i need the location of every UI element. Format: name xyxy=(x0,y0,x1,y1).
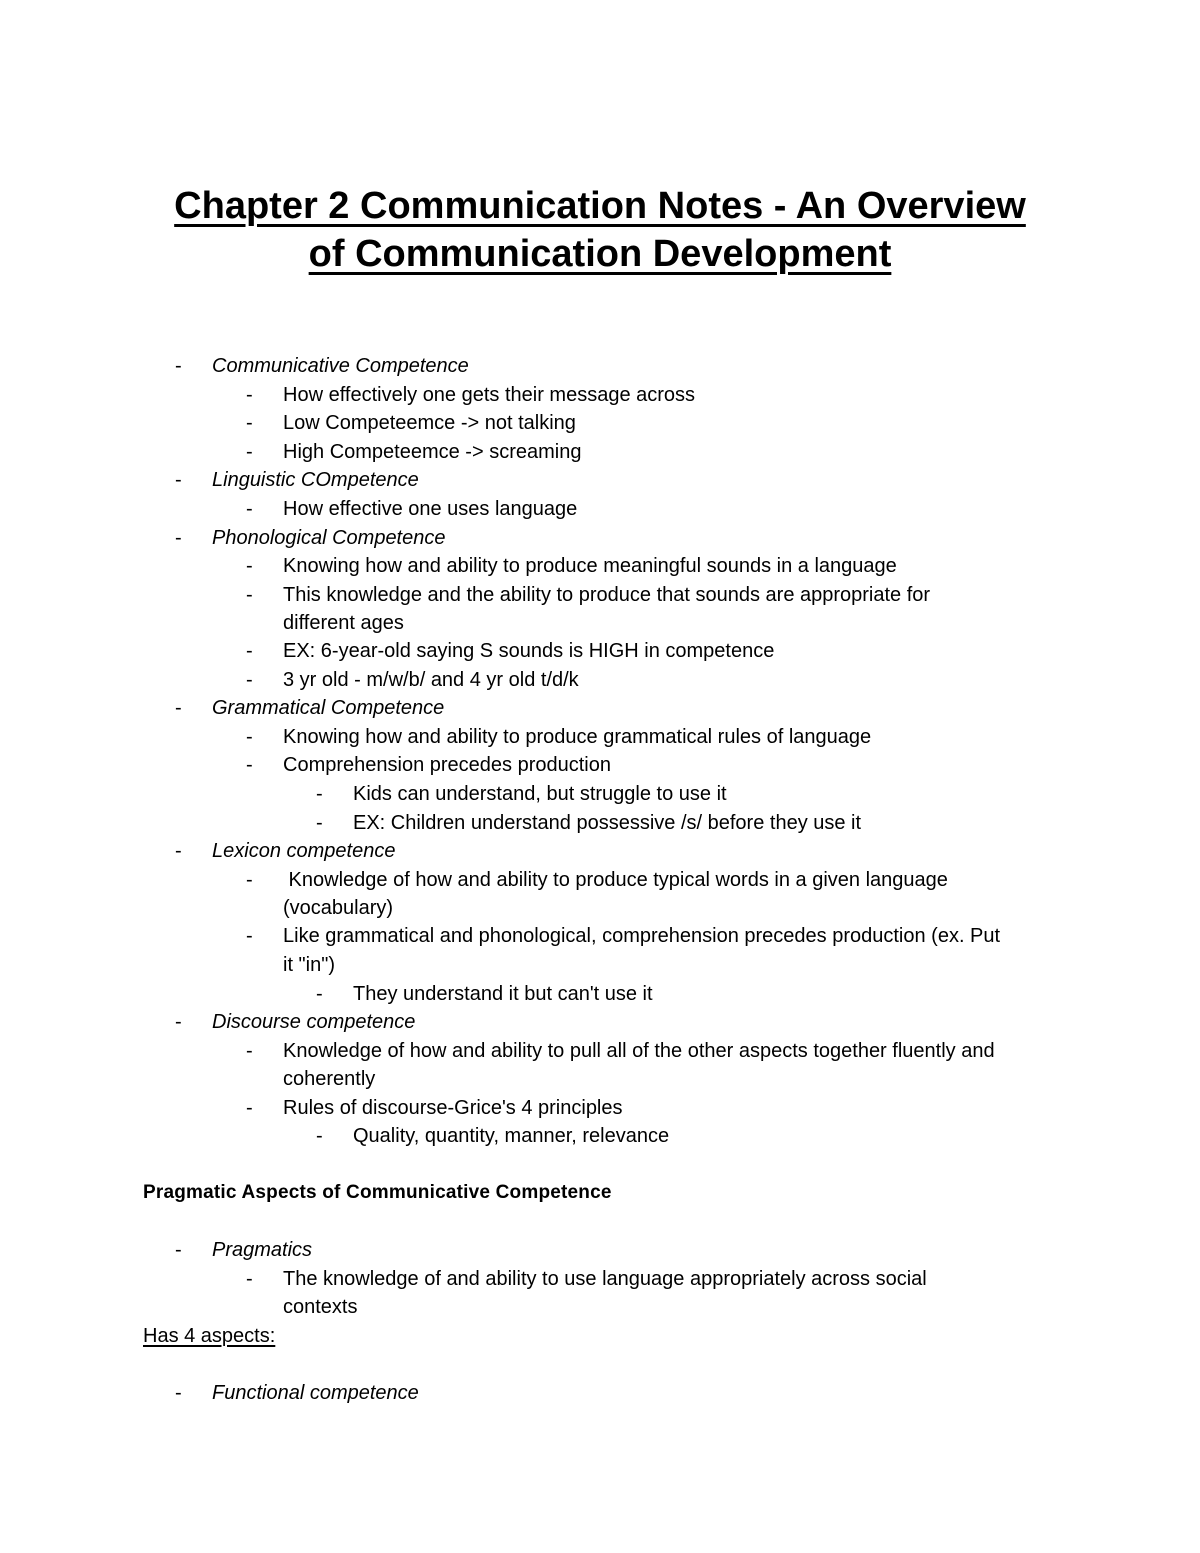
bullet-dash: - xyxy=(175,1239,182,1261)
bullet-dash: - xyxy=(246,584,253,606)
bullet-dash: - xyxy=(316,783,323,805)
list-item-text: The knowledge of and ability to use language appropriately across social xyxy=(283,1268,927,1290)
list-item-text: Knowing how and ability to produce grammatical rules of language xyxy=(283,726,872,748)
list-item-text: How effective one uses language xyxy=(283,498,578,520)
bullet-dash: - xyxy=(175,527,182,549)
list-item-text: High Competeemce -> screaming xyxy=(283,441,582,463)
list-item-text: Knowing how and ability to produce meaningful sounds in a language xyxy=(283,555,897,577)
list-item-text: EX: Children understand possessive /s/ before they use it xyxy=(353,812,862,834)
title-line-2: of Communication Development xyxy=(308,233,892,275)
bullet-dash: - xyxy=(246,869,253,891)
list-item-text: Kids can understand, but struggle to use it xyxy=(353,783,727,805)
aspects-label: Has 4 aspects: xyxy=(143,1325,276,1347)
bullet-dash: - xyxy=(175,355,182,377)
bullet-dash: - xyxy=(316,1125,323,1147)
bullet-dash: - xyxy=(175,840,182,862)
bullet-dash: - xyxy=(246,669,253,691)
bullet-dash: - xyxy=(246,726,253,748)
bullet-dash: - xyxy=(246,640,253,662)
list-item-text: Discourse competence xyxy=(212,1011,416,1033)
bullet-dash: - xyxy=(175,469,182,491)
title-line-1: Chapter 2 Communication Notes - An Overview xyxy=(174,185,1026,227)
list-item-text: Grammatical Competence xyxy=(212,697,445,719)
list-item-text: They understand it but can't use it xyxy=(353,983,653,1005)
list-item-text: How effectively one gets their message across xyxy=(283,384,696,406)
bullet-dash: - xyxy=(246,555,253,577)
list-item-text: Knowledge of how and ability to produce typical words in a given language xyxy=(283,869,948,891)
list-item-text: Quality, quantity, manner, relevance xyxy=(353,1125,670,1147)
list-item-text: Like grammatical and phonological, comprehension precedes production (ex. Put xyxy=(283,925,1001,947)
list-item-text: Phonological Competence xyxy=(212,527,446,549)
list-item-text: Pragmatics xyxy=(212,1239,313,1261)
list-item-text: Low Competeemce -> not talking xyxy=(283,412,576,434)
list-item-text: 3 yr old - m/w/b/ and 4 yr old t/d/k xyxy=(283,669,579,691)
list-item-text: different ages xyxy=(283,612,404,634)
bullet-dash: - xyxy=(316,983,323,1005)
section-heading: Pragmatic Aspects of Communicative Competence xyxy=(143,1182,612,1203)
list-item-text: coherently xyxy=(283,1068,376,1090)
bullet-dash: - xyxy=(246,754,253,776)
bullet-dash: - xyxy=(246,925,253,947)
bullet-dash: - xyxy=(175,697,182,719)
list-item-text: Lexicon competence xyxy=(212,840,396,862)
list-item-text: This knowledge and the ability to produce that sounds are appropriate for xyxy=(283,584,931,606)
list-item-text: Comprehension precedes production xyxy=(283,754,611,776)
list-item-text: Rules of discourse-Grice's 4 principles xyxy=(283,1097,623,1119)
list-item-text: Linguistic COmpetence xyxy=(212,469,419,491)
bullet-dash: - xyxy=(175,1011,182,1033)
bullet-dash: - xyxy=(246,441,253,463)
list-item-text: EX: 6-year-old saying S sounds is HIGH in competence xyxy=(283,640,775,662)
bullet-dash: - xyxy=(246,384,253,406)
bullet-dash: - xyxy=(175,1382,182,1404)
bullet-dash: - xyxy=(246,1040,253,1062)
bullet-dash: - xyxy=(246,498,253,520)
bullet-dash: - xyxy=(246,1268,253,1290)
bullet-dash: - xyxy=(246,1097,253,1119)
list-item-text: Functional competence xyxy=(212,1382,419,1404)
page-title xyxy=(100,182,1100,278)
list-item-text: contexts xyxy=(283,1296,358,1318)
list-item-text: Communicative Competence xyxy=(212,355,469,377)
list-item-text: Knowledge of how and ability to pull all of the other aspects together fluently and xyxy=(283,1040,995,1062)
bullet-dash: - xyxy=(246,412,253,434)
list-item-text: it "in") xyxy=(283,954,335,976)
list-item-text: (vocabulary) xyxy=(283,897,394,919)
bullet-dash: - xyxy=(316,812,323,834)
